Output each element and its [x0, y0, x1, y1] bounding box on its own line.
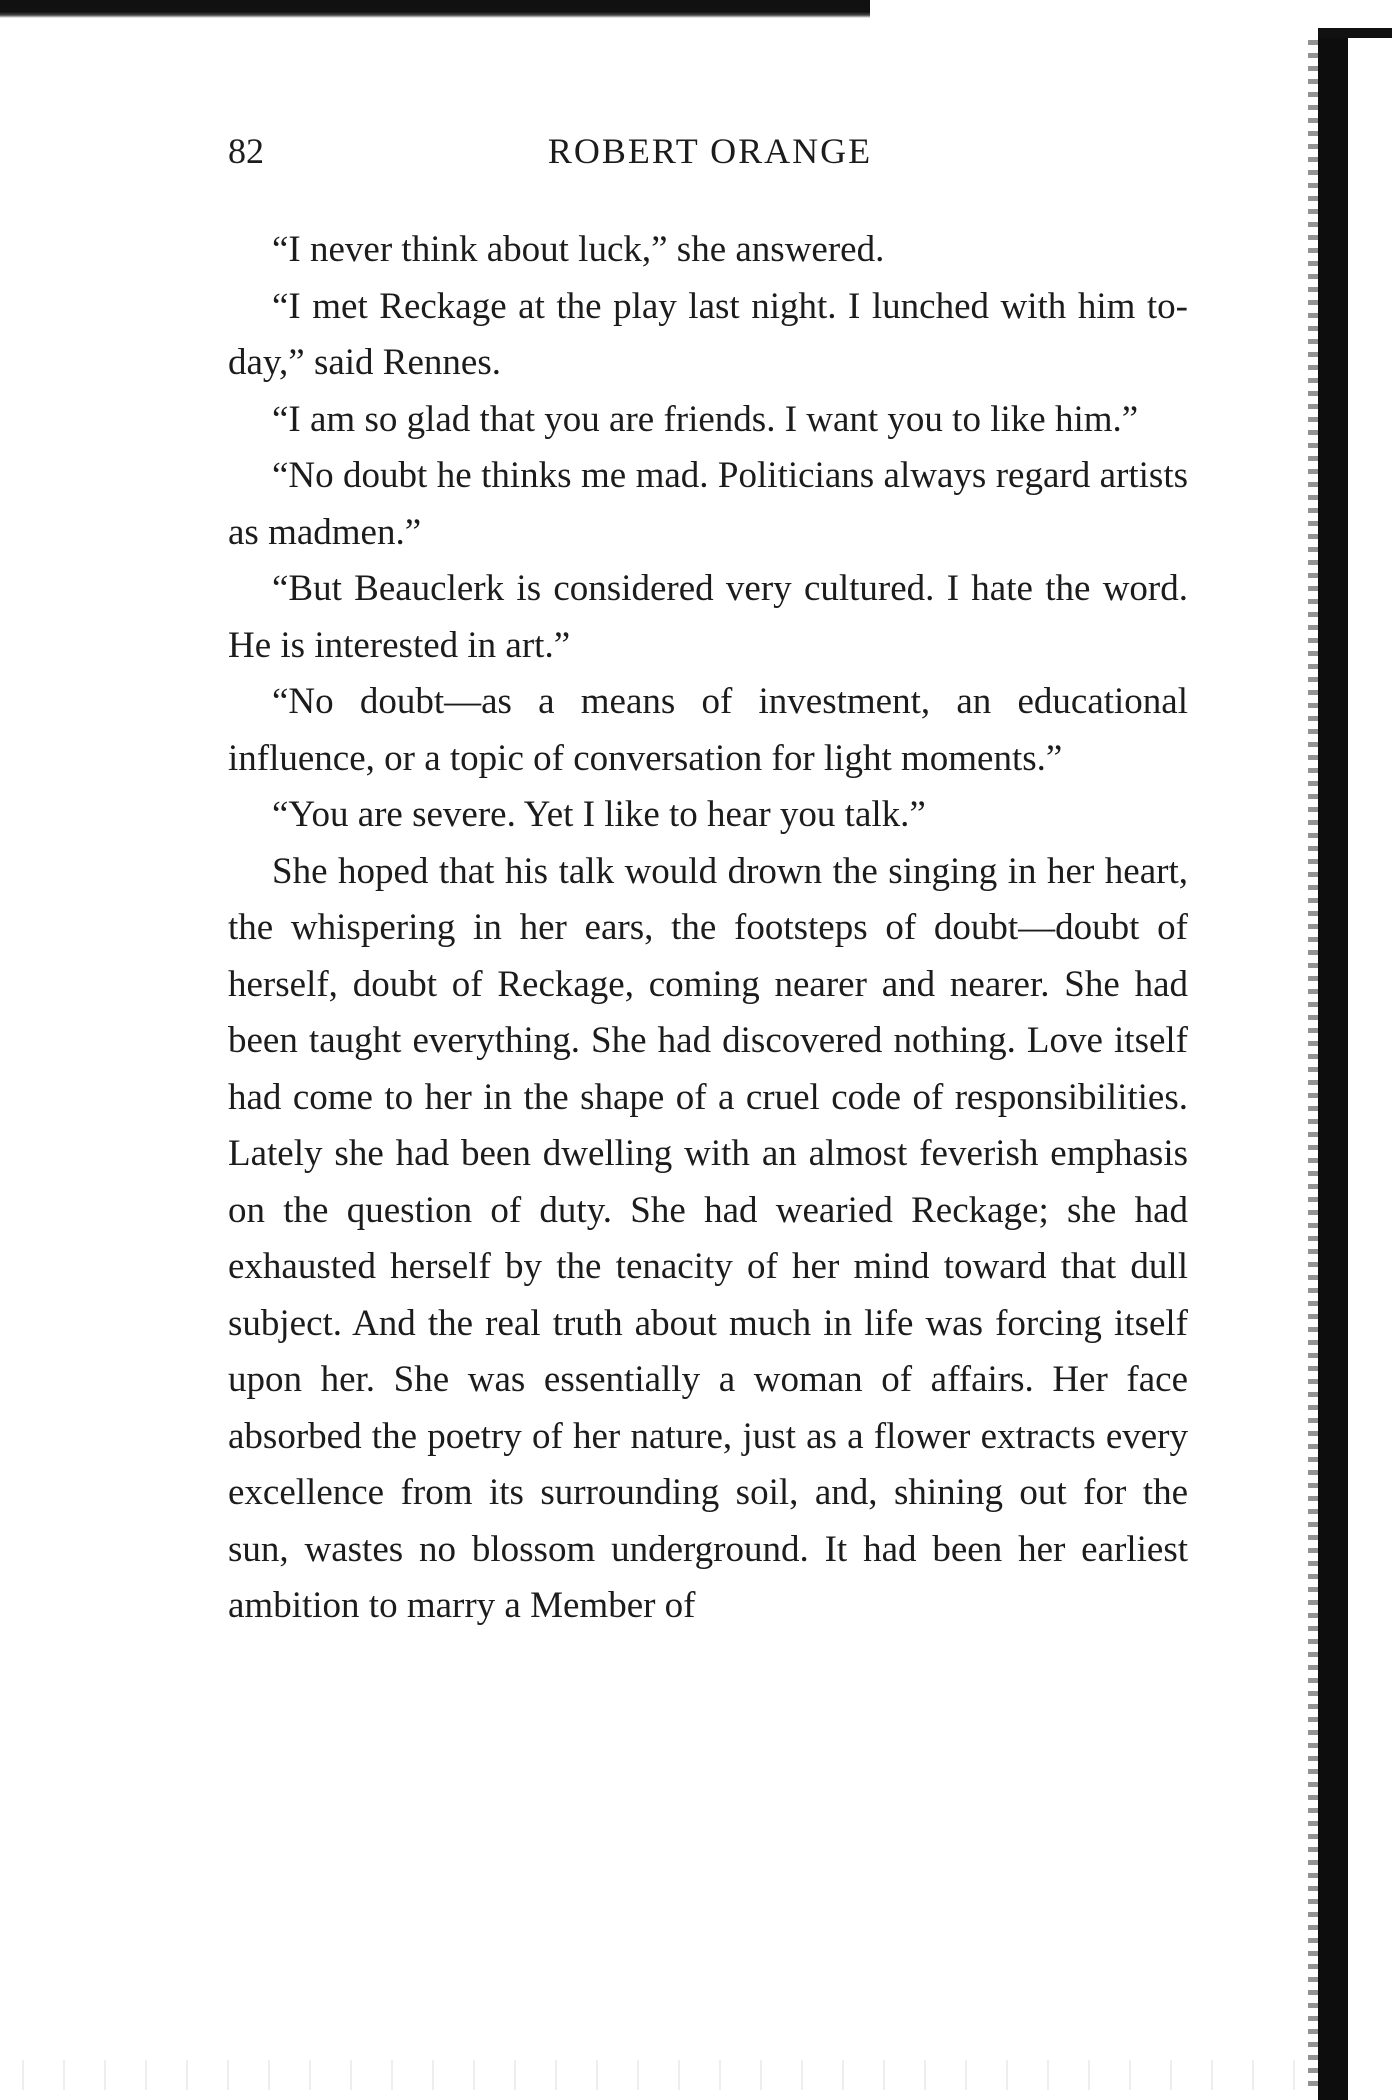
paragraph: “No doubt he thinks me mad. Politicians always regard artists as madmen.”	[228, 455, 1188, 553]
book-spine-cap	[1318, 28, 1392, 38]
paragraph: “No doubt—as a means of investment, an educational influence, or a topic of conversation for light moments.”	[228, 681, 1188, 779]
paragraph: “But Beauclerk is considered very cultured. I hate the word. He is interested in art.”	[228, 568, 1188, 666]
paragraph: “You are severe. Yet I like to hear you talk.”	[272, 794, 926, 835]
scan-noise	[0, 2060, 1300, 2090]
paragraph: She hoped that his talk would drown the singing in her heart, the whispering in her ears, the footsteps of doubt—doubt of herself, doubt of Reckage, coming nearer and nearer. She had been taught everything. She had discovered nothing. Love itself had come to her in the shape of a cruel code of responsibilities. Lately she had been dwelling with an almost feverish emphasis on the question of duty. She had wearied Reckage; she had exhausted herself by the tenacity of her mind toward that dull subject. And the real truth about much in life was forcing itself upon her. She was essentially a woman of affairs. Her face absorbed the poetry of her nature, just as a flower extracts every excellence from its surrounding soil, and, shining out for the sun, wastes no blossom underground. It had been her earliest ambition to marry a Member of	[228, 850, 1188, 1626]
paragraph: “I met Reckage at the play last night. I lunched with him to-day,” said Rennes.	[228, 285, 1188, 383]
book-spine-shadow	[1318, 28, 1348, 2100]
page-number: 82	[228, 131, 264, 171]
paragraph: “I am so glad that you are friends. I want you to like him.”	[272, 398, 1139, 440]
running-title: ROBERT ORANGE	[547, 131, 873, 171]
paragraph: “I never think about luck,” she answered.	[272, 229, 885, 270]
body-text	[228, 222, 1188, 1635]
book-spine-edge	[1308, 40, 1318, 2090]
page-header	[228, 130, 1192, 190]
top-rule	[0, 0, 870, 18]
